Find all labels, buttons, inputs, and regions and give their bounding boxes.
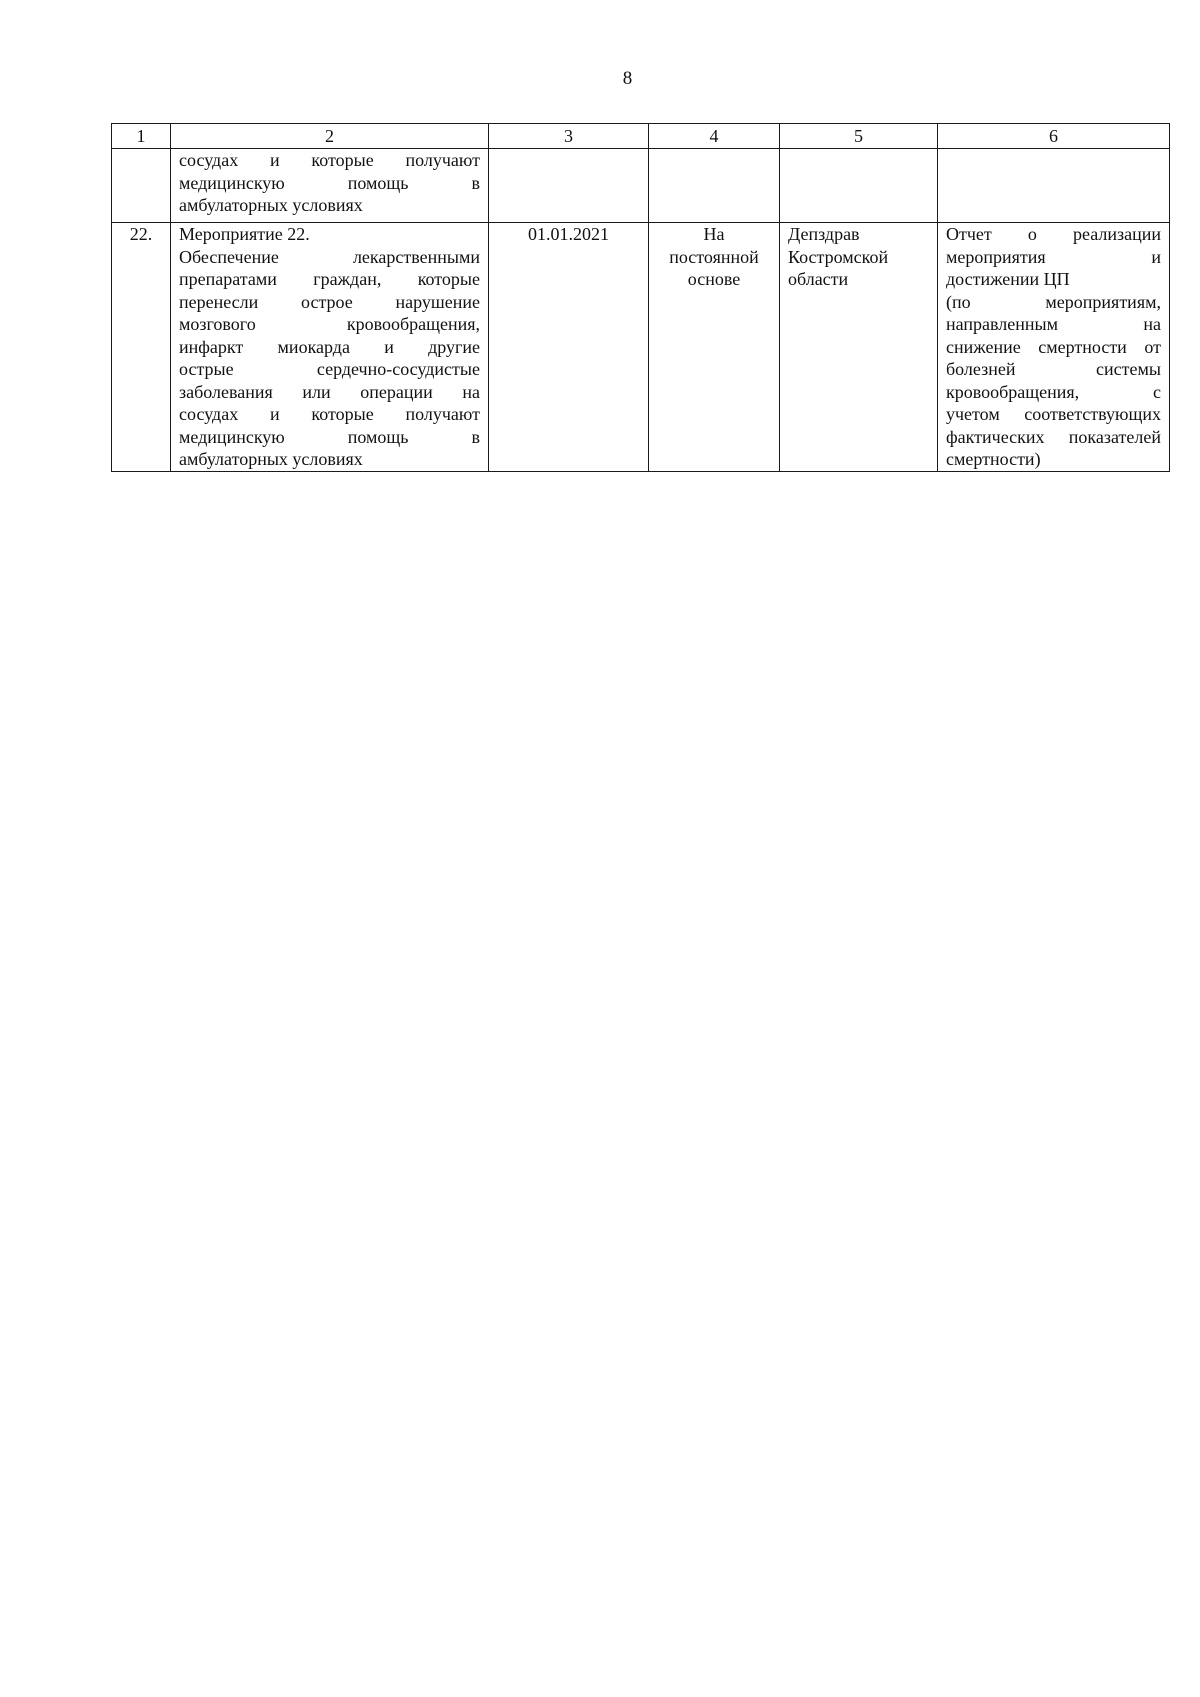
frequency-line: постоянной: [669, 246, 759, 267]
description-line: перенесли острое нарушение: [179, 291, 480, 312]
row-number: 22.: [112, 223, 171, 472]
row-number: [112, 149, 171, 223]
header-cell-1: 1: [112, 124, 171, 149]
description-line: медицинскую помощь в: [179, 172, 480, 193]
result-report: [938, 223, 1170, 472]
frequency-line: основе: [687, 269, 741, 289]
responsible-line: Депздрав: [788, 224, 860, 244]
description-line: препаратами граждан, которые: [179, 269, 480, 289]
header-cell-3: 3: [489, 124, 649, 149]
result-report: [938, 149, 1170, 223]
header-cell-4: 4: [649, 124, 780, 149]
frequency: [649, 223, 780, 472]
measure-description: [171, 223, 489, 472]
description-line: заболевания или операции на: [179, 381, 480, 402]
description-line: Обеспечение лекарственными: [179, 246, 480, 267]
result-line: направленным на: [946, 314, 1161, 334]
header-cell-5: 5: [780, 124, 938, 149]
result-line: учетом соответствующих: [946, 404, 1161, 424]
responsible-line: Костромской: [788, 246, 889, 267]
frequency: [649, 149, 780, 223]
measures-table: [111, 123, 1170, 472]
result-line: мероприятия и: [946, 246, 1161, 267]
header-cell-2: 2: [171, 124, 489, 149]
result-line: болезней системы: [946, 359, 1161, 379]
result-line: (по мероприятиям,: [946, 291, 1161, 312]
measure-description: [171, 149, 489, 223]
description-line: сосудах и которые получают: [179, 150, 480, 170]
description-line: инфаркт миокарда и другие: [179, 336, 480, 357]
result-line: Отчет о реализации: [946, 224, 1161, 244]
description-line: амбулаторных условиях: [179, 449, 363, 469]
result-line: снижение смертности от: [946, 336, 1161, 357]
description-line: сосудах и которые получают: [179, 404, 480, 424]
frequency-line: На: [703, 224, 725, 244]
responsible: [780, 223, 938, 472]
table-row: [112, 223, 1170, 472]
description-line: медицинскую помощь в: [179, 426, 480, 447]
responsible-line: области: [788, 269, 849, 289]
responsible: [780, 149, 938, 223]
description-line: Мероприятие 22.: [179, 224, 310, 244]
table-row: [112, 149, 1170, 223]
table-header-row: [112, 124, 1170, 149]
start-date: 01.01.2021: [489, 223, 649, 472]
result-line: кровообращения, с: [946, 381, 1161, 402]
description-line: острые сердечно-сосудистые: [179, 359, 480, 379]
result-line: фактических показателей: [946, 426, 1161, 447]
result-line: смертности): [946, 449, 1041, 469]
description-line: мозгового кровообращения,: [179, 314, 480, 334]
start-date: [489, 149, 649, 223]
header-cell-6: 6: [938, 124, 1170, 149]
description-line: амбулаторных условиях: [179, 195, 363, 215]
result-line: достижении ЦП: [946, 269, 1070, 289]
page-number: 8: [622, 68, 633, 89]
